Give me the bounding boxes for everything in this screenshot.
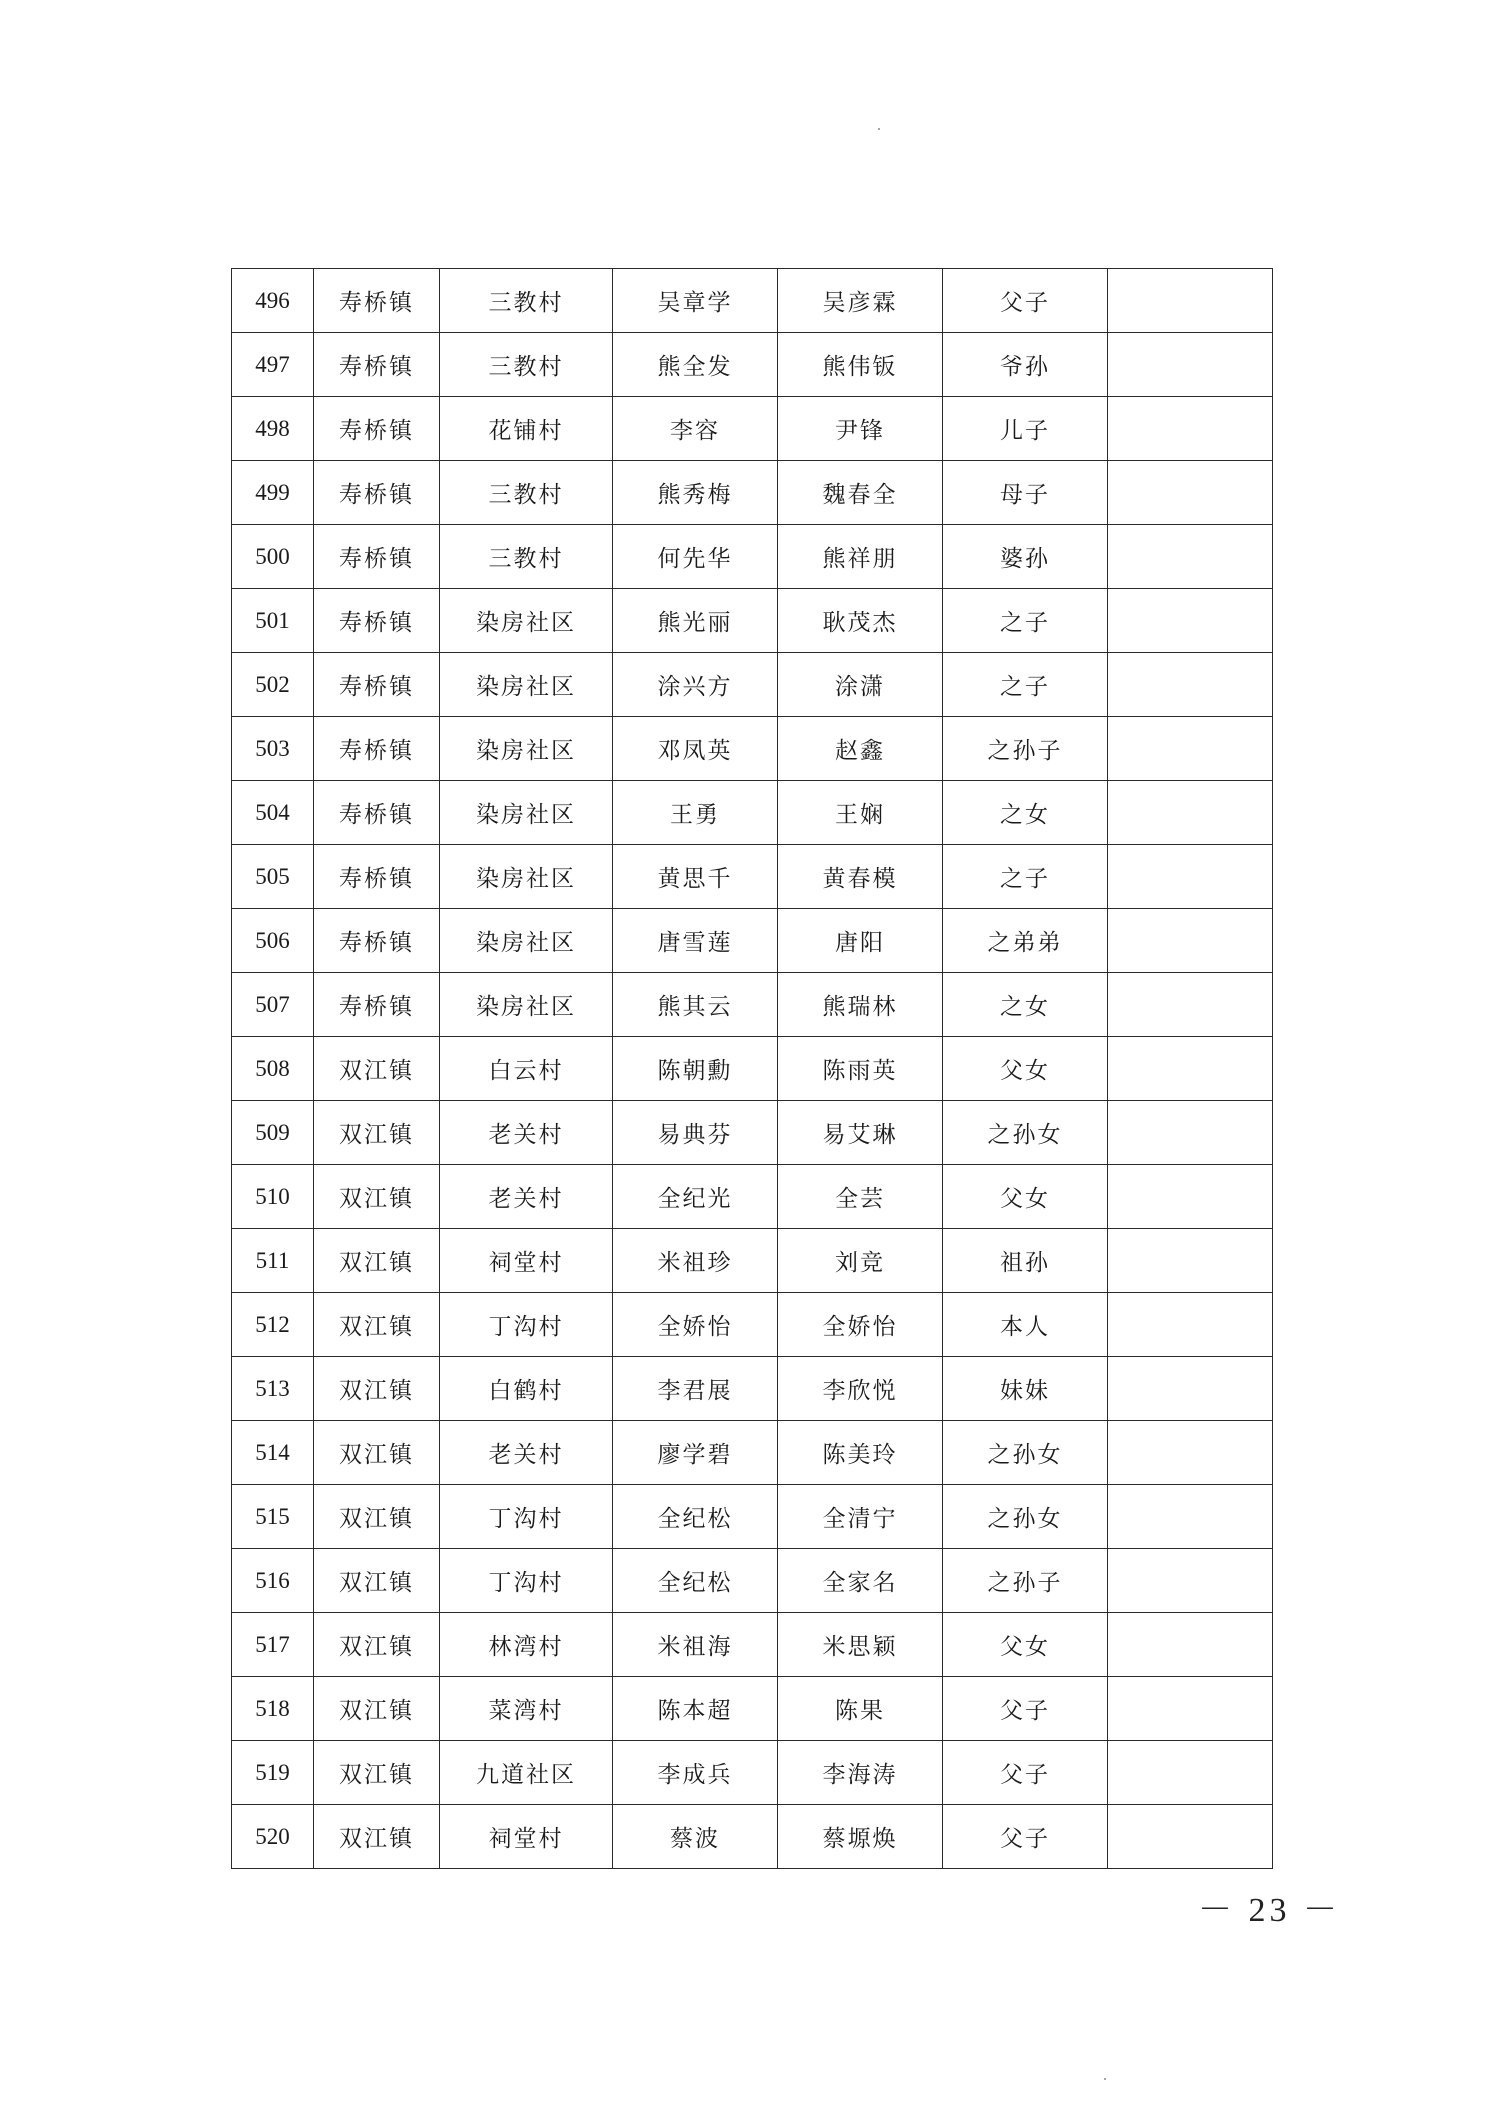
table-row [232, 973, 1273, 1037]
cell-remark [1108, 845, 1273, 909]
table-row [232, 1485, 1273, 1549]
table-row [232, 909, 1273, 973]
cell-relation: 母子 [943, 461, 1108, 525]
cell-name: 涂兴方 [613, 653, 778, 717]
cell-village: 花铺村 [440, 397, 613, 461]
cell-number: 496 [232, 269, 314, 333]
cell-number: 519 [232, 1741, 314, 1805]
cell-town: 寿桥镇 [314, 589, 440, 653]
cell-name: 熊秀梅 [613, 461, 778, 525]
cell-town: 双江镇 [314, 1805, 440, 1869]
cell-name: 熊其云 [613, 973, 778, 1037]
table-row [232, 461, 1273, 525]
cell-name: 全纪松 [613, 1549, 778, 1613]
cell-town: 双江镇 [314, 1677, 440, 1741]
cell-town: 寿桥镇 [314, 333, 440, 397]
cell-related-name: 黄春模 [778, 845, 943, 909]
cell-town: 寿桥镇 [314, 269, 440, 333]
cell-town: 寿桥镇 [314, 973, 440, 1037]
table-row [232, 397, 1273, 461]
cell-related-name: 蔡塬焕 [778, 1805, 943, 1869]
table-row [232, 781, 1273, 845]
table-body [232, 269, 1273, 1869]
cell-related-name: 魏春全 [778, 461, 943, 525]
cell-number: 498 [232, 397, 314, 461]
cell-village: 丁沟村 [440, 1293, 613, 1357]
cell-village: 老关村 [440, 1165, 613, 1229]
cell-name: 何先华 [613, 525, 778, 589]
cell-relation: 之子 [943, 589, 1108, 653]
cell-number: 511 [232, 1229, 314, 1293]
cell-number: 513 [232, 1357, 314, 1421]
table-row [232, 1229, 1273, 1293]
cell-related-name: 李欣悦 [778, 1357, 943, 1421]
cell-relation: 儿子 [943, 397, 1108, 461]
cell-number: 518 [232, 1677, 314, 1741]
cell-name: 李容 [613, 397, 778, 461]
cell-related-name: 全芸 [778, 1165, 943, 1229]
cell-village: 丁沟村 [440, 1549, 613, 1613]
cell-relation: 父子 [943, 1677, 1108, 1741]
cell-village: 祠堂村 [440, 1229, 613, 1293]
cell-number: 497 [232, 333, 314, 397]
table-row [232, 1293, 1273, 1357]
table-row [232, 1549, 1273, 1613]
cell-related-name: 熊伟钣 [778, 333, 943, 397]
cell-remark [1108, 1101, 1273, 1165]
table-row [232, 1613, 1273, 1677]
cell-number: 502 [232, 653, 314, 717]
cell-name: 蔡波 [613, 1805, 778, 1869]
cell-related-name: 李海涛 [778, 1741, 943, 1805]
cell-town: 双江镇 [314, 1165, 440, 1229]
cell-number: 504 [232, 781, 314, 845]
cell-related-name: 刘竞 [778, 1229, 943, 1293]
cell-related-name: 熊祥朋 [778, 525, 943, 589]
cell-number: 506 [232, 909, 314, 973]
cell-village: 九道社区 [440, 1741, 613, 1805]
cell-village: 染房社区 [440, 973, 613, 1037]
cell-name: 米祖海 [613, 1613, 778, 1677]
cell-remark [1108, 1357, 1273, 1421]
cell-related-name: 尹锋 [778, 397, 943, 461]
cell-name: 全娇怡 [613, 1293, 778, 1357]
cell-town: 双江镇 [314, 1485, 440, 1549]
cell-remark [1108, 1293, 1273, 1357]
table-row [232, 1037, 1273, 1101]
table-row [232, 525, 1273, 589]
cell-relation: 之孙女 [943, 1101, 1108, 1165]
cell-town: 寿桥镇 [314, 909, 440, 973]
cell-remark [1108, 1677, 1273, 1741]
cell-town: 双江镇 [314, 1549, 440, 1613]
cell-remark [1108, 781, 1273, 845]
cell-relation: 祖孙 [943, 1229, 1108, 1293]
cell-related-name: 全娇怡 [778, 1293, 943, 1357]
cell-number: 500 [232, 525, 314, 589]
cell-remark [1108, 973, 1273, 1037]
cell-remark [1108, 653, 1273, 717]
cell-town: 双江镇 [314, 1421, 440, 1485]
cell-remark [1108, 1805, 1273, 1869]
cell-town: 双江镇 [314, 1741, 440, 1805]
cell-town: 双江镇 [314, 1293, 440, 1357]
cell-village: 老关村 [440, 1421, 613, 1485]
cell-town: 寿桥镇 [314, 717, 440, 781]
table-row [232, 1357, 1273, 1421]
cell-village: 白鹤村 [440, 1357, 613, 1421]
cell-number: 516 [232, 1549, 314, 1613]
cell-related-name: 米思颖 [778, 1613, 943, 1677]
cell-village: 染房社区 [440, 717, 613, 781]
table-row [232, 1421, 1273, 1485]
table-row [232, 1741, 1273, 1805]
cell-number: 505 [232, 845, 314, 909]
cell-related-name: 耿茂杰 [778, 589, 943, 653]
cell-number: 503 [232, 717, 314, 781]
cell-related-name: 涂潇 [778, 653, 943, 717]
cell-village: 染房社区 [440, 653, 613, 717]
cell-related-name: 陈果 [778, 1677, 943, 1741]
cell-related-name: 全清宁 [778, 1485, 943, 1549]
cell-village: 菜湾村 [440, 1677, 613, 1741]
cell-related-name: 吴彦霖 [778, 269, 943, 333]
cell-number: 509 [232, 1101, 314, 1165]
cell-village: 丁沟村 [440, 1485, 613, 1549]
cell-town: 寿桥镇 [314, 781, 440, 845]
cell-remark [1108, 461, 1273, 525]
cell-name: 熊光丽 [613, 589, 778, 653]
cell-village: 林湾村 [440, 1613, 613, 1677]
cell-town: 寿桥镇 [314, 653, 440, 717]
cell-name: 全纪光 [613, 1165, 778, 1229]
cell-name: 米祖珍 [613, 1229, 778, 1293]
table-row [232, 589, 1273, 653]
cell-number: 501 [232, 589, 314, 653]
cell-town: 寿桥镇 [314, 397, 440, 461]
cell-remark [1108, 717, 1273, 781]
cell-name: 邓凤英 [613, 717, 778, 781]
records-table [231, 268, 1273, 1869]
cell-related-name: 王娴 [778, 781, 943, 845]
cell-number: 514 [232, 1421, 314, 1485]
cell-village: 祠堂村 [440, 1805, 613, 1869]
cell-remark [1108, 1421, 1273, 1485]
cell-remark [1108, 589, 1273, 653]
cell-relation: 父子 [943, 1741, 1108, 1805]
cell-relation: 爷孙 [943, 333, 1108, 397]
cell-number: 510 [232, 1165, 314, 1229]
cell-number: 515 [232, 1485, 314, 1549]
table-row [232, 1101, 1273, 1165]
cell-name: 陈朝勳 [613, 1037, 778, 1101]
cell-relation: 父子 [943, 1805, 1108, 1869]
cell-relation: 之孙子 [943, 1549, 1108, 1613]
cell-name: 吴章学 [613, 269, 778, 333]
table-row [232, 1805, 1273, 1869]
cell-related-name: 陈美玲 [778, 1421, 943, 1485]
cell-name: 廖学碧 [613, 1421, 778, 1485]
table-row [232, 1677, 1273, 1741]
cell-related-name: 熊瑞林 [778, 973, 943, 1037]
cell-remark [1108, 909, 1273, 973]
cell-town: 双江镇 [314, 1357, 440, 1421]
cell-number: 512 [232, 1293, 314, 1357]
cell-number: 520 [232, 1805, 314, 1869]
cell-relation: 之弟弟 [943, 909, 1108, 973]
cell-related-name: 唐阳 [778, 909, 943, 973]
cell-remark [1108, 333, 1273, 397]
cell-remark [1108, 525, 1273, 589]
cell-village: 老关村 [440, 1101, 613, 1165]
cell-remark [1108, 397, 1273, 461]
scan-speck [878, 128, 880, 130]
cell-relation: 之子 [943, 653, 1108, 717]
cell-number: 508 [232, 1037, 314, 1101]
cell-town: 双江镇 [314, 1037, 440, 1101]
cell-relation: 之女 [943, 973, 1108, 1037]
cell-relation: 之孙女 [943, 1421, 1108, 1485]
cell-relation: 之子 [943, 845, 1108, 909]
cell-village: 三教村 [440, 269, 613, 333]
cell-number: 517 [232, 1613, 314, 1677]
cell-village: 染房社区 [440, 909, 613, 973]
cell-related-name: 全家名 [778, 1549, 943, 1613]
cell-number: 499 [232, 461, 314, 525]
cell-name: 李成兵 [613, 1741, 778, 1805]
cell-name: 黄思千 [613, 845, 778, 909]
cell-relation: 婆孙 [943, 525, 1108, 589]
cell-number: 507 [232, 973, 314, 1037]
cell-town: 双江镇 [314, 1613, 440, 1677]
cell-remark [1108, 1741, 1273, 1805]
cell-village: 白云村 [440, 1037, 613, 1101]
cell-name: 易典芬 [613, 1101, 778, 1165]
cell-related-name: 陈雨英 [778, 1037, 943, 1101]
cell-relation: 之孙女 [943, 1485, 1108, 1549]
cell-relation: 父女 [943, 1165, 1108, 1229]
cell-town: 双江镇 [314, 1101, 440, 1165]
cell-name: 全纪松 [613, 1485, 778, 1549]
cell-relation: 妹妹 [943, 1357, 1108, 1421]
cell-name: 陈本超 [613, 1677, 778, 1741]
cell-relation: 父女 [943, 1613, 1108, 1677]
cell-village: 染房社区 [440, 781, 613, 845]
cell-town: 双江镇 [314, 1229, 440, 1293]
cell-village: 三教村 [440, 461, 613, 525]
cell-remark [1108, 1613, 1273, 1677]
cell-name: 熊全发 [613, 333, 778, 397]
cell-name: 李君展 [613, 1357, 778, 1421]
cell-village: 三教村 [440, 333, 613, 397]
cell-remark [1108, 1229, 1273, 1293]
cell-village: 三教村 [440, 525, 613, 589]
cell-town: 寿桥镇 [314, 845, 440, 909]
table-row [232, 653, 1273, 717]
cell-relation: 本人 [943, 1293, 1108, 1357]
cell-related-name: 易艾琳 [778, 1101, 943, 1165]
scan-speck [1104, 2078, 1106, 2080]
table-row [232, 269, 1273, 333]
table-row [232, 1165, 1273, 1229]
cell-remark [1108, 1549, 1273, 1613]
cell-town: 寿桥镇 [314, 525, 440, 589]
cell-remark [1108, 1165, 1273, 1229]
cell-relation: 父子 [943, 269, 1108, 333]
cell-related-name: 赵鑫 [778, 717, 943, 781]
cell-relation: 父女 [943, 1037, 1108, 1101]
cell-name: 唐雪莲 [613, 909, 778, 973]
cell-remark [1108, 1485, 1273, 1549]
cell-village: 染房社区 [440, 845, 613, 909]
cell-town: 寿桥镇 [314, 461, 440, 525]
page-number: － 23 － [1198, 1892, 1341, 1929]
cell-remark [1108, 269, 1273, 333]
cell-village: 染房社区 [440, 589, 613, 653]
cell-remark [1108, 1037, 1273, 1101]
cell-name: 王勇 [613, 781, 778, 845]
table-row [232, 333, 1273, 397]
cell-relation: 之女 [943, 781, 1108, 845]
cell-relation: 之孙子 [943, 717, 1108, 781]
table-row [232, 717, 1273, 781]
table-row [232, 845, 1273, 909]
